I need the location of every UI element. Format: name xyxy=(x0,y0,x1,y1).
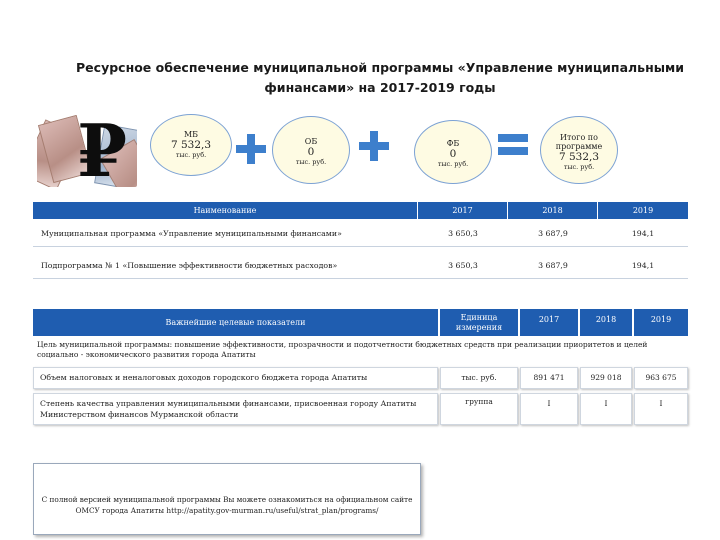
source-value: 0 xyxy=(307,146,315,158)
source-unit: тыс. руб. xyxy=(563,163,595,171)
indicator-row xyxy=(33,393,688,425)
source-label: ФБ xyxy=(446,139,460,148)
source-unit: тыс. руб. xyxy=(437,160,469,168)
row-name: Подпрограмма № 1 «Повышение эффективности бюджетных расходов» xyxy=(41,261,338,270)
source-label: Итого по программе xyxy=(555,133,603,151)
column-header: Наименование xyxy=(33,202,418,219)
table-row xyxy=(33,253,688,279)
source-value: 7 532,3 xyxy=(558,151,600,163)
source-label: МБ xyxy=(183,130,199,139)
source-circle-mb xyxy=(150,114,232,176)
page-title xyxy=(60,58,700,98)
indicators-header-unit: Единица измерения xyxy=(440,309,518,336)
source-circle-ob xyxy=(272,116,350,184)
table-row xyxy=(33,221,688,247)
source-unit: тыс. руб. xyxy=(175,151,207,159)
indicator-value-2018: 929 018 xyxy=(580,367,632,389)
plus-icon xyxy=(359,131,389,161)
source-circle-fb xyxy=(414,120,492,184)
ruble-banknotes-photo xyxy=(37,115,137,187)
source-unit: тыс. руб. xyxy=(295,158,327,166)
program-goal: Цель муниципальной программы: повышение эффективности, прозрачности и подотчетности бюджетных средств при реализации приоритетов и целей социально - экономического развития города Апатиты xyxy=(37,340,648,359)
indicator-value-2019: I xyxy=(634,393,688,425)
indicators-header-name: Важнейшие целевые показатели xyxy=(33,309,438,336)
column-header: 2018 xyxy=(508,202,598,219)
indicator-value-2017: I xyxy=(520,393,578,425)
indicators-header-2019: 2019 xyxy=(634,309,688,336)
row-value-2019: 194,1 xyxy=(631,261,655,270)
indicator-value-2019: 963 675 xyxy=(634,367,688,389)
equals-icon xyxy=(498,134,528,156)
indicator-unit: группа xyxy=(440,393,518,425)
indicator-row xyxy=(33,367,688,389)
title-line-2: финансами» на 2017-2019 годы xyxy=(264,80,496,95)
row-name: Муниципальная программа «Управление муниципальными финансами» xyxy=(41,229,342,238)
row-value-2018: 3 687,9 xyxy=(538,229,568,238)
indicators-header-2017: 2017 xyxy=(520,309,578,336)
indicator-value-2017: 891 471 xyxy=(520,367,578,389)
ruble-icon: ₽ xyxy=(77,115,128,187)
row-value-2017: 3 650,3 xyxy=(448,229,478,238)
source-circle-total xyxy=(540,116,618,184)
program-link-note: С полной версией муниципальной программы Вы можете ознакомиться на официальном сайте ОМСУ города Апатиты http://apatity.gov-murman.ru/useful/strat_plan/programs/ xyxy=(33,463,421,535)
indicator-value-2018: I xyxy=(580,393,632,425)
row-value-2017: 3 650,3 xyxy=(448,261,478,270)
column-header: 2017 xyxy=(418,202,508,219)
indicator-name: Объем налоговых и неналоговых доходов городского бюджета города Апатиты xyxy=(33,367,438,389)
row-value-2018: 3 687,9 xyxy=(538,261,568,270)
column-header: 2019 xyxy=(598,202,688,219)
finance-table-header xyxy=(33,202,688,219)
plus-icon xyxy=(236,134,266,164)
row-value-2019: 194,1 xyxy=(631,229,655,238)
title-line-1: Ресурсное обеспечение муниципальной программы «Управление муниципальными xyxy=(76,60,684,75)
source-label: ОБ xyxy=(304,137,318,146)
indicator-unit: тыс. руб. xyxy=(440,367,518,389)
indicators-header-2018: 2018 xyxy=(580,309,632,336)
indicator-name: Степень качества управления муниципальными финансами, присвоенная городу Апатиты Министерством финансов Мурманской области xyxy=(33,393,438,425)
source-value: 7 532,3 xyxy=(170,139,212,151)
source-value: 0 xyxy=(449,148,457,160)
